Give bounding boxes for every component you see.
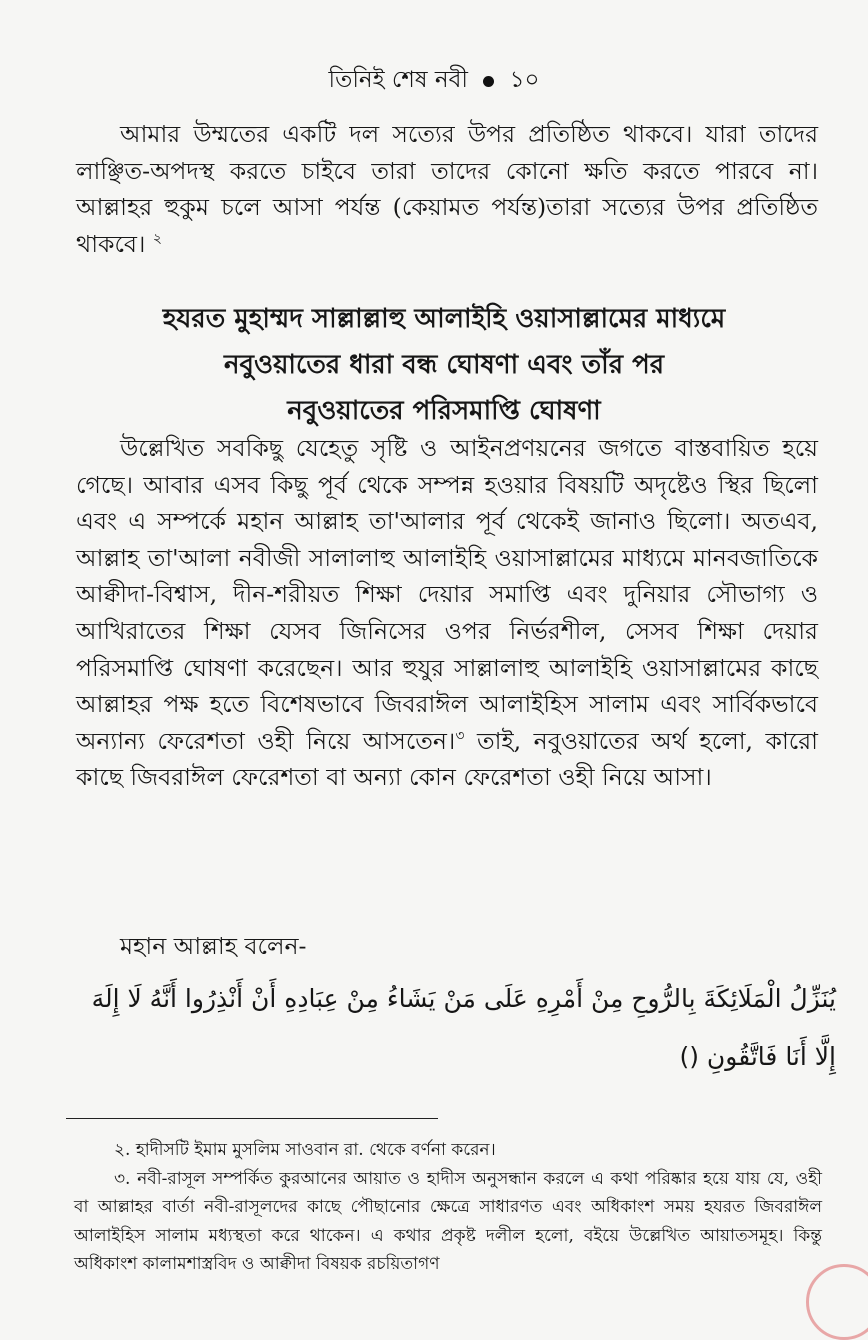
footnote-3 (74, 1165, 822, 1279)
footnote-ref-2[interactable]: ২ (152, 230, 162, 247)
section-heading (60, 296, 828, 434)
footnote-2 (74, 1136, 822, 1165)
footnote-marker: ৩. (114, 1168, 131, 1189)
footnote-text: নবী-রাসূল সম্পর্কিত কুরআনের আয়াত ও হাদীস অনুসন্ধান করলে এ কথা পরিষ্কার হয়ে যায় যে, ওহী বা আল্লাহর বার্তা নবী-রাসূলদের কাছে পৌছানোর ক্ষেত্রে সাধারণত এবং অধিকাংশ সময় হযরত জিবরাঈল আলাইহিস সালাম মধ্যস্থতা করে থাকেন। এ কথার প্রকৃষ্ট দলীল হলো, বইয়ে উল্লেখিত আয়াতসমূহ। কিন্তু অধিকাংশ কালামশাস্ত্রবিদ ও আক্বীদা বিষয়ক রচয়িতাগণ (74, 1168, 822, 1274)
bullet-dot-icon (483, 76, 494, 87)
heading-line-1: হযরত মুহাম্মদ সাল্লাল্লাহু আলাইহি ওয়াসাল্লামের মাধ্যমে (162, 304, 726, 334)
running-header (0, 60, 868, 100)
footnote-ref-3[interactable]: ৩ (455, 727, 465, 744)
heading-line-3: নবুওয়াতের পরিসমাপ্তি ঘোষণা (287, 396, 601, 426)
heading-line-2: নবুওয়াতের ধারা বন্ধ ঘোষণা এবং তাঁর পর (223, 350, 665, 380)
page-number: ১০ (509, 67, 540, 93)
footnote-divider (66, 1118, 438, 1119)
paragraph-2-text-end: তাই, নবুওয়াতের অর্থ হলো, কারো কাছে জিবরাঈল ফেরেশতা বা অন্যা কোন ফেরেশতা ওহী নিয়ে আসা। (76, 726, 818, 792)
paragraph-1-text: আমার উম্মতের একটি দল সত্যের উপর প্রতিষ্ঠিত থাকবে। যারা তাদের লাঞ্ছিত-অপদস্থ করতে চাইবে তারা তাদের কোনো ক্ষতি করতে পারবে না। আল্লাহর হুকুম চলে আসা পর্যন্ত (কেয়ামত পর্যন্ত)তারা সত্যের উপর প্রতিষ্ঠিত থাকবে। (76, 120, 818, 258)
footnotes (74, 1136, 822, 1279)
stamp-mark (806, 1264, 868, 1340)
footnote-marker: ২. (114, 1140, 131, 1160)
header-title: তিনিই শেষ নবী (328, 67, 468, 93)
arabic-verse: يُنَزِّلُ الْمَلَائِكَةَ بِالرُّوحِ مِنْ أَمْرِهِ عَلَى مَنْ يَشَاءُ مِنْ عِبَادِهِ أَنْ أَنْذِرُوا أَنَّهُ لَا إِلَهَ إِلَّا أَنَا فَاتَّقُونِ () (91, 984, 836, 1071)
quote-intro: মহান আল্লাহ বলেন- (120, 932, 307, 960)
footnote-text: হাদীসটি ইমাম মুসলিম সাওবান রা. থেকে বর্ণনা করেন। (130, 1140, 496, 1160)
paragraph-2-text: উল্লেখিত সবকিছু যেহেতু সৃষ্টি ও আইনপ্রণয়নের জগতে বাস্তবায়িত হয়ে গেছে। আবার এসব কিছু পূর্ব থেকে সম্পন্ন হওয়ার বিষয়টি অদৃষ্টেও স্থির ছিলো এবং এ সম্পর্কে মহান আল্লাহ তা'আলার পূর্ব থেকেই জানাও ছিলো। অতএব, আল্লাহ তা'আলা নবীজী সালালাহু আলাইহি ওয়াসাল্লামের মাধ্যমে মানবজাতিকে আক্বীদা-বিশ্বাস, দীন-শরীয়ত শিক্ষা দেয়ার সমাপ্তি এবং দুনিয়ার সৌভাগ্য ও আখিরাতের শিক্ষা যেসব জিনিসের ওপর নির্ভরশীল, সেসব শিক্ষা দেয়ার পরিসমাপ্তি ঘোষণা করেছেন। আর হুযুর সাল্লালাহু আলাইহি ওয়াসাল্লামের কাছে আল্লাহর পক্ষ হতে বিশেষভাবে জিবরাঈল আলাইহিস সালাম এবং সার্বিকভাবে অন্যান্য ফেরেশতা ওহী নিয়ে আসতেন। (76, 434, 818, 755)
paragraph-2 (76, 430, 818, 796)
paragraph-1 (76, 116, 818, 262)
